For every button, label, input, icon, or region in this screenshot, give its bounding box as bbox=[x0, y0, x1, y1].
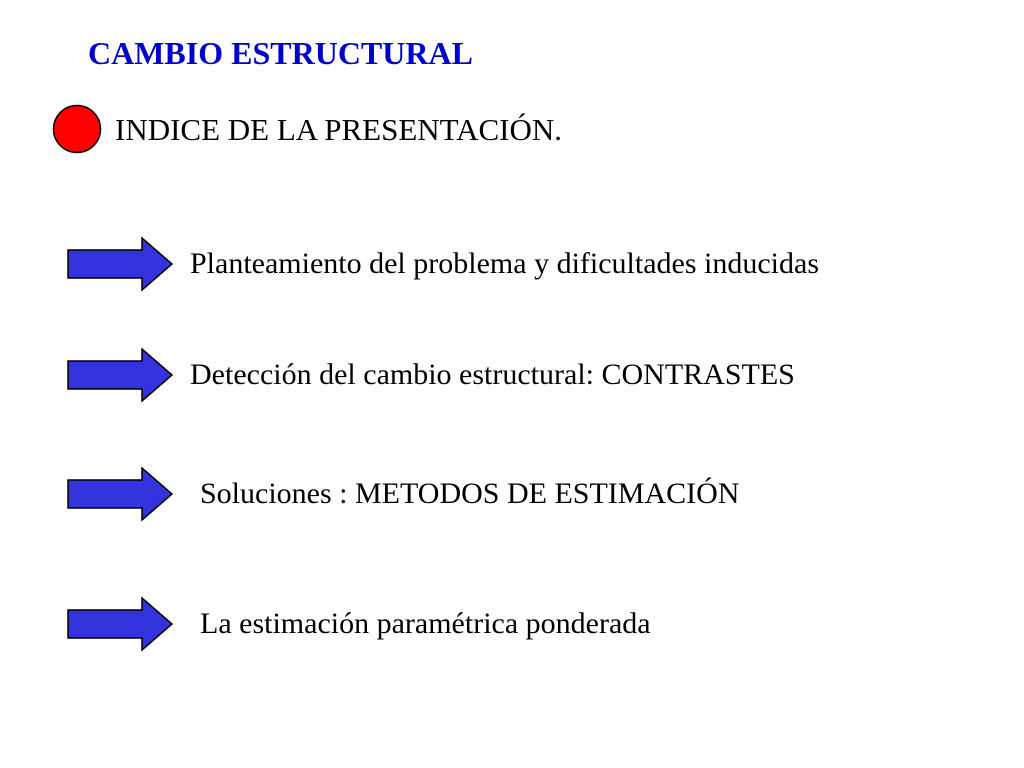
right-arrow-icon bbox=[66, 347, 174, 403]
right-arrow-icon bbox=[66, 236, 174, 292]
list-item-label: Planteamiento del problema y dificultades inducidas bbox=[190, 247, 819, 280]
list-item bbox=[66, 596, 916, 652]
red-circle-icon bbox=[52, 104, 102, 154]
list-item bbox=[66, 236, 916, 292]
right-arrow-icon bbox=[66, 466, 174, 522]
list-item bbox=[66, 347, 916, 403]
right-arrow-icon bbox=[66, 596, 174, 652]
list-item bbox=[66, 466, 916, 522]
index-heading: INDICE DE LA PRESENTACIÓN. bbox=[115, 112, 563, 147]
list-item-label: Detección del cambio estructural: CONTRASTES bbox=[190, 358, 795, 391]
list-item-label: Soluciones : METODOS DE ESTIMACIÓN bbox=[200, 477, 740, 510]
slide-title: CAMBIO ESTRUCTURAL bbox=[88, 35, 473, 71]
list-item-label: La estimación paramétrica ponderada bbox=[200, 607, 651, 640]
